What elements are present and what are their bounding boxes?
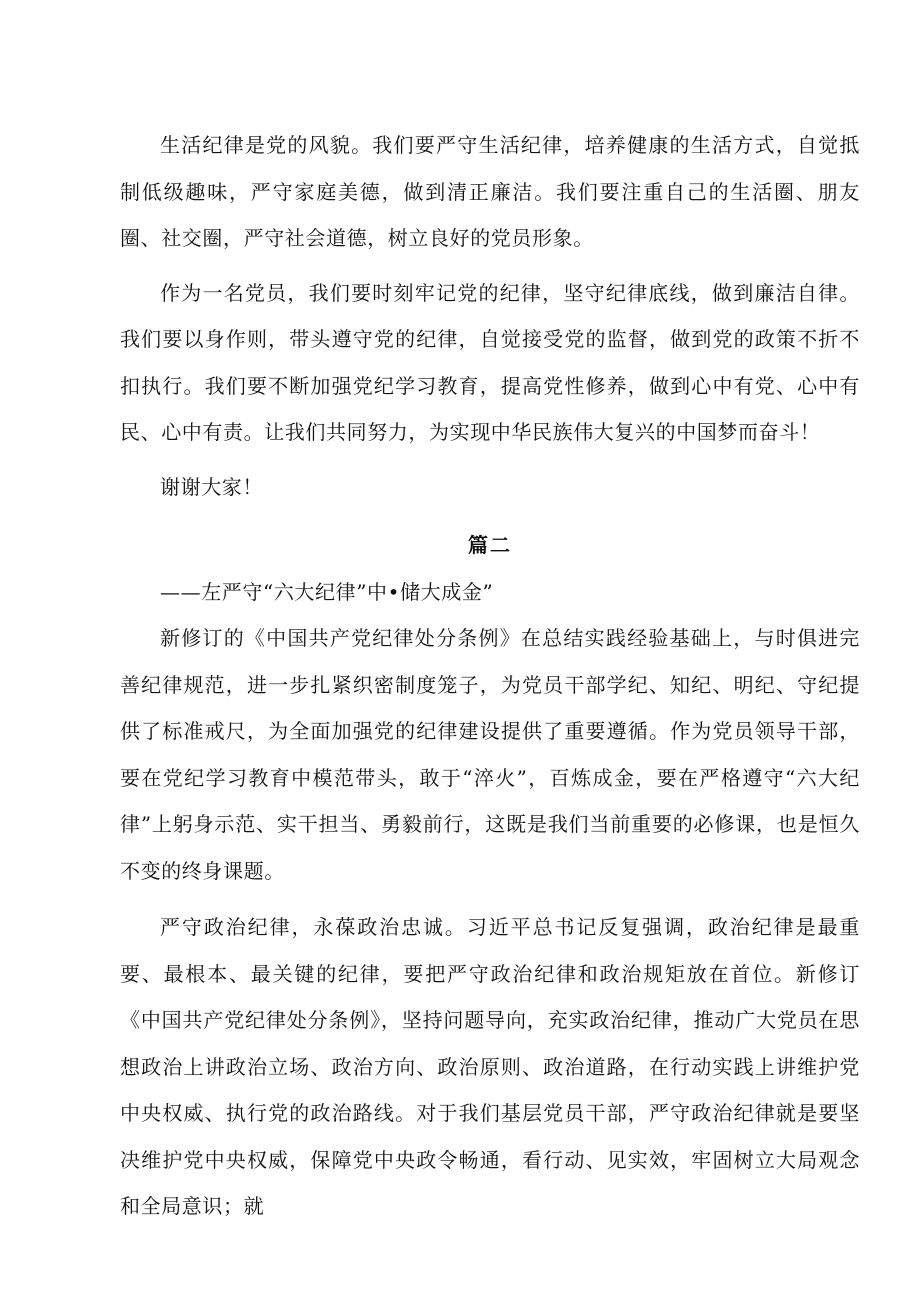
thanks-line: 谢谢大家！ (160, 474, 263, 499)
paragraph-life-discipline: 生活纪律是党的风貌。我们要严守生活纪律，培养健康的生活方式，自觉抵制低级趣味，严守家庭美德，做到清正廉洁。我们要注重自己的生活圈、朋友圈、社交圈，严守社会道德，树立良好的党员形象。 (120, 133, 860, 250)
paragraph-new-regulations: 新修订的《中国共产党纪律处分条例》在总结实践经验基础上，与时俱进完善纪律规范，进一步扎紧织密制度笼子，为党员干部学纪、知纪、明纪、守纪提供了标准戒尺，为全面加强党的纪律建设提供了重要遵循。作为党员领导干部，要在党纪学习教育中模范带头，敢于“淬火”，百炼成金，要在严格遵守“六大纪律”上躬身示范、实干担当、勇毅前行，这既是我们当前重要的必修课，也是恒久不变的终身课题。 (120, 626, 860, 883)
document-page (120, 122, 860, 1230)
paragraph-party-member: 作为一名党员，我们要时刻牢记党的纪律，坚守纪律底线，做到廉洁自律。我们要以身作则，带头遵守党的纪律，自觉接受党的监督，做到党的政策不折不扣执行。我们要不断加强党纪学习教育，提高党性修养，做到心中有党、心中有民、心中有责。让我们共同努力，为实现中华民族伟大复兴的中国梦而奋斗！ (120, 280, 860, 444)
section-heading: 篇二 (468, 533, 512, 557)
section-subtitle: ——左严守“六大纪律”中•储大成金” (160, 579, 494, 604)
paragraph-political-discipline: 严守政治纪律，永葆政治忠诚。习近平总书记反复强调，政治纪律是最重要、最根本、最关键的纪律，要把严守政治纪律和政治规矩放在首位。新修订《中国共产党纪律处分条例》，坚持问题导向，充实政治纪律，推动广大党员在思想政治上讲政治立场、政治方向、政治原则、政治道路，在行动实践上讲维护党中央权威、执行党的政治路线。对于我们基层党员干部，严守政治纪律就是要坚决维护党中央权威，保障党中央政令畅通，看行动、见实效，牢固树立大局观念和全局意识；就 (120, 915, 860, 1218)
